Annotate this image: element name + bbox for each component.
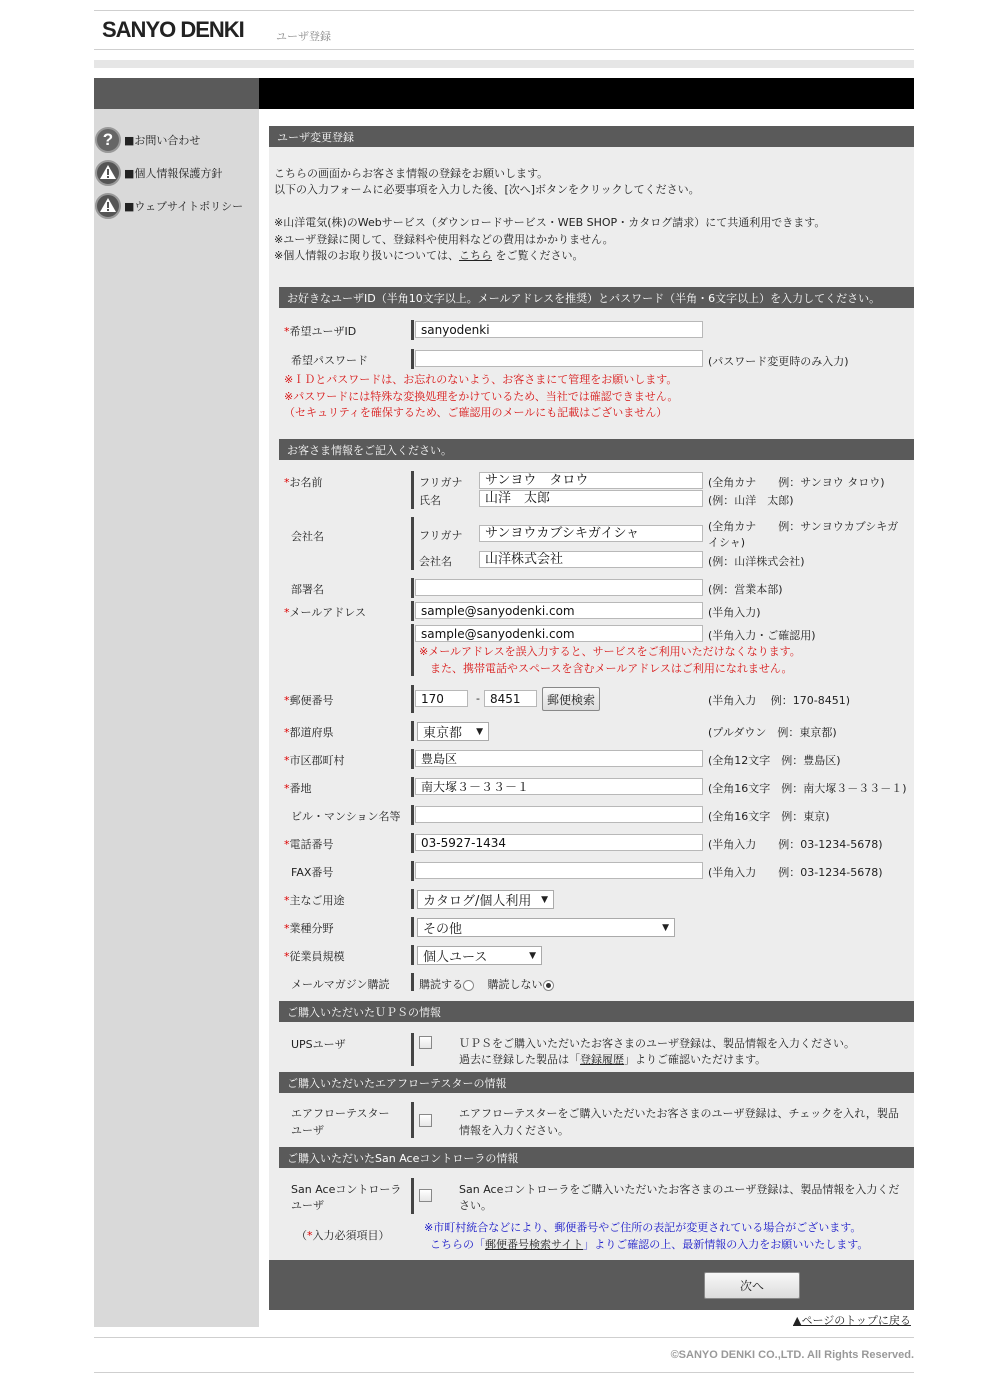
email-confirm-input[interactable]: sample@sanyodenki.com <box>415 625 703 642</box>
zip-note: (半角入力 例：170-8451) <box>708 694 851 707</box>
employees-label <box>284 948 345 964</box>
section-airflow-text: ご購入いただいたエアフローテスターの情報 <box>287 1076 507 1090</box>
sanace-label-1: San Aceコントローラ <box>291 1183 402 1196</box>
field-bar <box>411 1178 414 1214</box>
field-bar <box>411 945 414 965</box>
left-sidebar <box>94 109 259 1327</box>
zip1-input[interactable]: 170 <box>415 690 468 707</box>
building-label: ビル・マンション名等 <box>291 810 401 823</box>
field-bar <box>411 578 414 598</box>
chevron-down-icon: ▼ <box>476 726 483 737</box>
field-bar <box>411 1102 414 1138</box>
required-mark: * <box>284 950 290 963</box>
fax-note: (半角入力 例：03-1234-5678) <box>708 866 883 879</box>
name-furigana-label: フリガナ <box>419 476 463 489</box>
field-bar <box>411 517 414 570</box>
required-legend-pre: （ <box>296 1229 307 1242</box>
use-label-text: 主なご用途 <box>289 894 345 907</box>
field-bar <box>411 320 414 340</box>
chevron-down-icon: ▼ <box>541 894 548 905</box>
nav-policy[interactable] <box>95 193 243 219</box>
page-top-link[interactable]: ▲ページのトップに戻る <box>793 1314 911 1327</box>
use-label <box>284 892 345 908</box>
name-shimei-label: 氏名 <box>419 494 441 507</box>
fax-label: FAX番号 <box>291 866 334 879</box>
required-mark: * <box>284 782 290 795</box>
email-confirm-note: (半角入力・ご確認用) <box>708 629 816 642</box>
sanace-text-2: さい。 <box>459 1199 492 1212</box>
company-label: 会社名 <box>291 530 324 543</box>
nav-privacy-label: ■個人情報保護方針 <box>124 167 223 180</box>
employees-select[interactable] <box>417 946 542 965</box>
email-label <box>284 604 366 620</box>
zip-search-site-link[interactable]: 郵便番号検索サイト <box>485 1238 584 1251</box>
intro-line-2: 以下の入力フォームに必要事項を入力した後、[次へ]ボタンをクリックしてください。 <box>274 183 700 196</box>
section-sanace <box>279 1147 914 1168</box>
section-ups-text: ご購入いただいたＵＰＳの情報 <box>287 1005 441 1019</box>
city-note: (全角12文字 例：豊島区) <box>708 754 841 767</box>
employees-label-text: 従業員規模 <box>289 950 345 963</box>
airflow-label-2: ユーザ <box>291 1124 324 1137</box>
zip-change-note-1: ※市町村統合などにより、郵便番号やご住所の表記が変更されている場合がございます。 <box>424 1221 862 1234</box>
required-mark: * <box>284 325 290 338</box>
account-warning-1: ※ＩＤとパスワードは、お忘れのないよう、お客さまにて管理をお願いします。 <box>284 373 678 386</box>
chevron-down-icon: ▼ <box>529 950 536 961</box>
airflow-label-1: エアフローテスター <box>291 1107 390 1120</box>
privacy-link[interactable]: こちら <box>459 249 492 262</box>
zip2-input[interactable]: 8451 <box>484 690 537 707</box>
sanace-label-2: ユーザ <box>291 1199 324 1212</box>
nav-policy-label: ■ウェブサイトポリシー <box>124 200 244 213</box>
pref-label <box>284 724 334 740</box>
tel-input[interactable]: 03-5927-1434 <box>415 834 703 851</box>
magazine-subscribe-option[interactable] <box>419 976 554 992</box>
required-mark: * <box>284 838 290 851</box>
email-input[interactable]: sample@sanyodenki.com <box>415 602 703 619</box>
magazine-unsubscribe-label: 購読しない <box>487 978 543 991</box>
intro-line-5-pre: ※個人情報のお取り扱いについては、 <box>274 249 459 262</box>
field-bar <box>411 624 414 676</box>
top-bar-right <box>259 78 914 109</box>
zip-label <box>284 692 334 708</box>
zip-change-note-2-post: 」よりご確認の上、最新情報の入力をお願いいたします。 <box>583 1238 869 1251</box>
building-note: (全角16文字 例：東京) <box>708 810 830 823</box>
city-label-text: 市区郡町村 <box>289 754 345 767</box>
email-label-text: メールアドレス <box>289 606 366 619</box>
tel-label <box>284 836 334 852</box>
dept-input[interactable] <box>415 579 703 596</box>
section-ups <box>279 1001 914 1022</box>
airflow-text-2: 情報を入力ください。 <box>459 1124 569 1137</box>
industry-select[interactable] <box>417 918 675 937</box>
section-account-text: お好きなユーザID（半角10文字以上。メールアドレスを推奨）とパスワード（半角・6文字以上）を入力してください。 <box>287 291 881 305</box>
name-input[interactable]: 山洋 太郎 <box>479 490 703 507</box>
nav-contact-label: ■お問い合わせ <box>124 134 201 147</box>
required-mark: * <box>284 606 290 619</box>
address-input[interactable]: 南大塚３－３３－１ <box>415 778 703 795</box>
email-warning-2: また、携帯電話やスペースを含むメールアドレスはご利用になれません。 <box>419 662 793 675</box>
copyright: ©SANYO DENKI CO.,LTD. All Rights Reserved. <box>670 1349 914 1361</box>
page-subtitle: ユーザ登録 <box>276 30 331 43</box>
nav-contact[interactable] <box>95 127 200 153</box>
dept-label: 部署名 <box>291 583 324 596</box>
header-stripe <box>94 60 914 68</box>
password-input[interactable] <box>415 350 703 367</box>
required-mark: * <box>284 922 290 935</box>
section-account <box>279 287 914 308</box>
email-warning-1: ※メールアドレスを誤入力すると、サービスをご利用いただけなくなります。 <box>419 645 801 658</box>
field-bar <box>411 349 414 369</box>
logo: SANYO DENKI <box>102 17 244 42</box>
ups-text-1: ＵＰＳをご購入いただいたお客さまのユーザ登録は、製品情報を入力ください。 <box>459 1037 855 1050</box>
sanace-checkbox[interactable] <box>419 1189 432 1202</box>
section-airflow <box>279 1072 914 1093</box>
company-kana-note-2: イシャ) <box>708 536 746 549</box>
use-select-value: カタログ/個人利用 <box>423 894 532 909</box>
field-bar <box>411 889 414 909</box>
magazine-subscribe-radio[interactable] <box>463 980 474 991</box>
field-bar <box>411 833 414 853</box>
company-name-label: 会社名 <box>419 555 452 568</box>
userid-label-text: 希望ユーザID <box>289 325 357 338</box>
tel-label-text: 電話番号 <box>289 838 334 851</box>
intro-line-1: こちらの画面からお客さま情報の登録をお願いします。 <box>274 167 549 180</box>
required-legend-star: * <box>307 1229 313 1242</box>
field-bar <box>411 721 414 741</box>
company-note: (例：山洋株式会社) <box>708 555 805 568</box>
building-input[interactable] <box>415 806 703 823</box>
account-warning-2: ※パスワードには特殊な変換処理をかけているため、当社では確認できません。 <box>284 390 679 403</box>
zip-separator: - <box>476 692 480 705</box>
section-customer <box>279 439 914 460</box>
ups-checkbox[interactable] <box>419 1036 432 1049</box>
tel-note: (半角入力 例：03-1234-5678) <box>708 838 883 851</box>
field-bar <box>411 685 414 713</box>
sanace-text-1: San Aceコントローラをご購入いただいたお客さまのユーザ登録は、製品情報を入力くだ <box>459 1183 900 1196</box>
pref-select-value: 東京都 <box>423 726 463 741</box>
field-bar <box>411 749 414 769</box>
page-title-text: ユーザ変更登録 <box>277 130 354 144</box>
field-bar <box>411 861 414 881</box>
field-bar <box>411 973 414 991</box>
next-button[interactable]: 次へ <box>704 1272 800 1299</box>
required-mark: * <box>284 754 290 767</box>
address-label-text: 番地 <box>289 782 312 795</box>
magazine-unsubscribe-radio[interactable] <box>543 980 554 991</box>
address-label <box>284 780 312 796</box>
ups-text-2 <box>459 1051 766 1067</box>
magazine-label: メールマガジン購読 <box>291 978 390 991</box>
company-name-input[interactable]: 山洋株式会社 <box>479 551 703 568</box>
dept-note: (例：営業本部) <box>708 583 783 596</box>
company-kana-note: (全角カナ 例：サンヨウカブシキガ <box>708 520 899 533</box>
use-select[interactable] <box>417 890 554 909</box>
intro-line-4: ※ユーザ登録に関して、登録料や使用料などの費用はかかりません。 <box>274 233 614 246</box>
pref-label-text: 都道府県 <box>289 726 334 739</box>
ups-label: UPSユーザ <box>291 1038 346 1051</box>
name-note: (例：山洋 太郎) <box>708 494 794 507</box>
history-link[interactable]: 登録履歴 <box>580 1053 624 1066</box>
company-furigana-label: フリガナ <box>419 529 463 542</box>
address-note: (全角16文字 例：南大塚３－３３－１) <box>708 782 907 795</box>
action-bar <box>269 1260 914 1310</box>
intro-line-5-post: をご覧ください。 <box>492 249 584 262</box>
pref-note: (プルダウン 例：東京都) <box>708 726 837 739</box>
name-label <box>284 474 323 490</box>
userid-label <box>284 323 356 339</box>
required-mark: * <box>284 694 290 707</box>
industry-select-value: その他 <box>423 922 463 937</box>
field-bar <box>411 805 414 825</box>
required-mark: * <box>284 894 290 907</box>
field-bar <box>411 1033 414 1066</box>
airflow-checkbox[interactable] <box>419 1114 432 1127</box>
field-bar <box>411 777 414 797</box>
city-label <box>284 752 345 768</box>
required-mark: * <box>284 476 290 489</box>
magazine-subscribe-label: 購読する <box>419 978 463 991</box>
nav-privacy[interactable] <box>95 160 222 186</box>
company-kana-input[interactable]: サンヨウカブシキガイシャ <box>479 525 703 542</box>
top-bar-left <box>94 78 259 109</box>
zip-change-note-2-pre: こちらの「 <box>430 1238 485 1251</box>
field-bar <box>411 601 414 621</box>
section-sanace-text: ご購入いただいたSan Aceコントローラの情報 <box>287 1151 519 1165</box>
password-note: (パスワード変更時のみ入力) <box>708 355 849 368</box>
account-warning-3: （セキュリティを確保するため、ご確認用のメールにも記載はございません） <box>284 406 668 419</box>
warning-icon <box>95 160 121 186</box>
industry-label <box>284 920 334 936</box>
pref-select[interactable] <box>417 722 489 741</box>
section-customer-text: お客さま情報をご記入ください。 <box>287 443 452 457</box>
name-kana-note: (全角カナ 例：サンヨウ タロウ) <box>708 476 885 489</box>
field-bar <box>411 471 414 509</box>
intro-line-5 <box>274 247 584 263</box>
industry-label-text: 業種分野 <box>289 922 334 935</box>
intro-line-3: ※山洋電気(株)のWebサービス（ダウンロードサービス・WEB SHOP・カタログ請求）にて共通利用できます。 <box>274 216 826 229</box>
required-mark: * <box>284 726 290 739</box>
question-icon: ? <box>95 127 121 153</box>
chevron-down-icon: ▼ <box>662 922 669 933</box>
name-label-text: お名前 <box>289 476 323 489</box>
page-title <box>269 126 914 147</box>
zip-label-text: 郵便番号 <box>289 694 334 707</box>
required-legend <box>296 1227 390 1243</box>
warning-icon <box>95 193 121 219</box>
password-label: 希望パスワード <box>291 354 368 367</box>
ups-text-2-post: 」よりご確認いただけます。 <box>624 1053 767 1066</box>
name-kana-input[interactable]: サンヨウ タロウ <box>479 472 703 489</box>
required-legend-post: 入力必須項目） <box>312 1229 390 1242</box>
fax-input[interactable] <box>415 862 703 879</box>
airflow-text-1: エアフローテスターをご購入いただいたお客さまのユーザ登録は、チェックを入れ，製品 <box>459 1107 899 1120</box>
employees-select-value: 個人ユース <box>423 950 488 965</box>
email-note: (半角入力) <box>708 606 761 619</box>
zip-change-note-2 <box>430 1236 868 1252</box>
zip-search-button[interactable]: 郵便検索 <box>542 687 600 711</box>
city-input[interactable]: 豊島区 <box>415 750 703 767</box>
field-bar <box>411 917 414 937</box>
ups-text-2-pre: 過去に登録した製品は「 <box>459 1053 580 1066</box>
userid-input[interactable]: sanyodenki <box>415 321 703 338</box>
